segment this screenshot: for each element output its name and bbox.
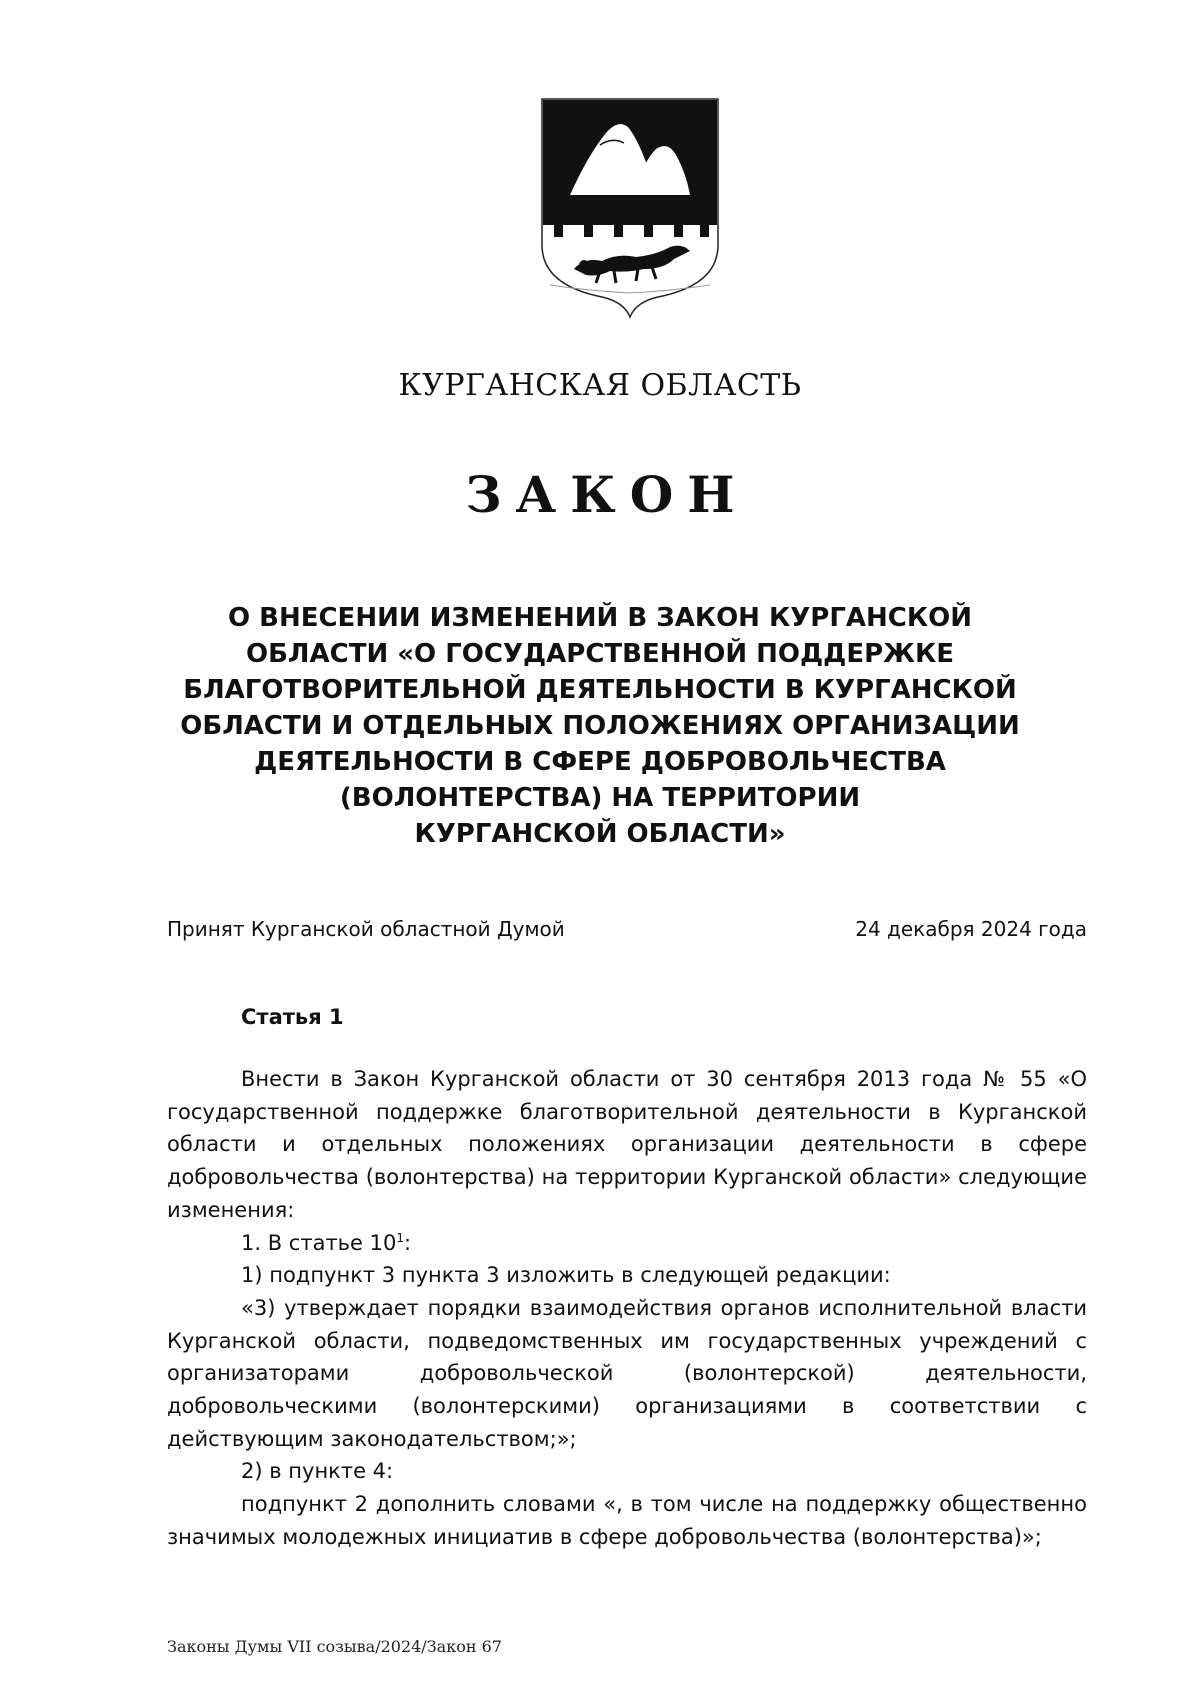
region-name: КУРГАНСКАЯ ОБЛАСТЬ [398,368,802,403]
law-title [140,600,1060,852]
adoption-date: 24 декабря 2024 года [855,917,1087,941]
law-title-line: ОБЛАСТИ «О ГОСУДАРСТВЕННОЙ ПОДДЕРЖКЕ [245,639,954,669]
article-body [167,1063,1087,1554]
law-title-line: КУРГАНСКОЙ ОБЛАСТИ» [414,819,786,849]
subitem-2-text: подпункт 2 дополнить словами «, в том числе на поддержку общественно значимых молодежных инициатив в сфере добровольчества (волонтерства)»; [167,1492,1087,1549]
quoted-subitem-3: «3) утверждает порядки взаимодействия органов исполнительной власти Курганской области, подведомственных им государственных учреждений с организаторами добровольческой (волонтерской) деятельности, добровольческими (волонтерскими) организациями в соответствии с действующим законодательством;»; [167,1295,1087,1451]
footer-reference: Законы Думы VII созыва/2024/Закон 67 [167,1637,502,1656]
adopted-by: Принят Курганской областной Думой [167,917,565,941]
adoption-row [167,917,1087,945]
law-title-line: О ВНЕСЕНИИ ИЗМЕНЕНИЙ В ЗАКОН КУРГАНСКОЙ [227,603,972,633]
subitem-1: 1) подпункт 3 пункта 3 изложить в следующей редакции: [241,1263,891,1288]
law-title-line: ОБЛАСТИ И ОТДЕЛЬНЫХ ПОЛОЖЕНИЯХ ОРГАНИЗАЦИИ [180,711,1020,741]
law-title-line: БЛАГОТВОРИТЕЛЬНОЙ ДЕЯТЕЛЬНОСТИ В КУРГАНСКОЙ [183,675,1017,705]
article-heading: Статья 1 [241,1005,344,1029]
item-1-colon: : [404,1230,412,1255]
item-1 [167,1227,1087,1260]
law-title-line: (ВОЛОНТЕРСТВА) НА ТЕРРИТОРИИ [339,783,861,813]
kurgan-oblast-coat-of-arms [540,97,720,331]
article-intro: Внести в Закон Курганской области от 30 сентября 2013 года № 55 «О государственной поддержке благотворительной деятельности в Курганской области и отдельных положениях организации деятельности в сфере добровольчества (волонтерства) на территории Курганской области» следующие изменения: [167,1067,1087,1222]
item-1-superscript: 1 [396,1230,405,1245]
law-title-line: ДЕЯТЕЛЬНОСТИ В СФЕРЕ ДОБРОВОЛЬЧЕСТВА [254,747,946,777]
document-type: ЗАКОН [465,465,749,524]
item-1-label: 1. В статье 10 [241,1230,397,1255]
subitem-2: 2) в пункте 4: [241,1459,394,1484]
